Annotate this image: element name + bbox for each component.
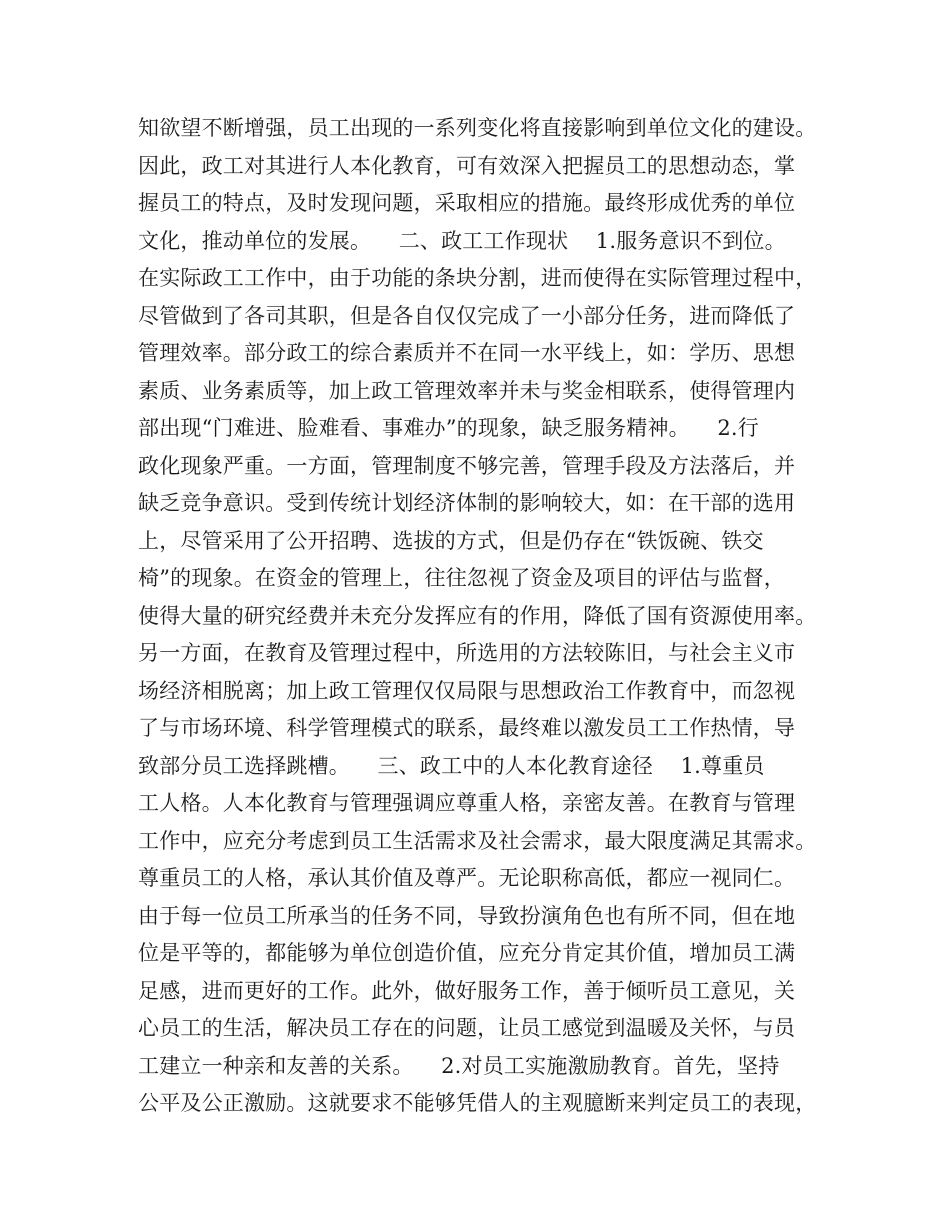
text-line: 尊重员工的人格，承认其价值及尊严。无论职称高低，都应一视同仁。: [138, 866, 796, 890]
text-line: 工人格。人本化教育与管理强调应尊重人格，亲密友善。在教育与管理: [138, 791, 796, 815]
text-line: 尽管做到了各司其职，但是各自仅仅完成了一小部分任务，进而降低了: [138, 303, 796, 328]
text-line: 部出现“门难进、脸难看、事难办”的现象，缺乏服务精神。 2.行: [138, 416, 760, 440]
body-text: [138, 110, 828, 1123]
text-line: 工作中，应充分考虑到员工生活需求及社会需求，最大限度满足其需求。: [138, 828, 817, 853]
text-line: 文化，推动单位的发展。 二、政工工作现状 1.服务意识不到位。: [138, 228, 786, 253]
text-line: 由于每一位员工所承当的任务不同，导致扮演角色也有所不同，但在地: [138, 903, 796, 928]
text-line: 心员工的生活，解决员工存在的问题，让员工感觉到温暖及关怀，与员: [138, 1016, 796, 1040]
text-line: 足感，进而更好的工作。此外，做好服务工作，善于倾听员工意见，关: [138, 978, 796, 1003]
text-line: 公平及公正激励。这就要求不能够凭借人的主观臆断来判定员工的表现，: [138, 1091, 817, 1115]
text-line: 场经济相脱离；加上政工管理仅仅局限与思想政治工作教育中，而忽视: [138, 678, 796, 703]
text-line: 在实际政工工作中，由于功能的条块分割，进而使得在实际管理过程中，: [138, 266, 817, 290]
text-line: 位是平等的，都能够为单位创造价值，应充分肯定其价值，增加员工满: [138, 941, 796, 965]
text-line: 致部分员工选择跳槽。 三、政工中的人本化教育途径 1.尊重员: [138, 753, 765, 778]
text-line: 缺乏竞争意识。受到传统计划经济体制的影响较大，如：在干部的选用: [138, 491, 796, 515]
text-line: 握员工的特点，及时发现问题，采取相应的措施。最终形成优秀的单位: [138, 191, 796, 215]
text-line: 上，尽管采用了公开招聘、选拔的方式，但是仍存在“铁饭碗、铁交: [138, 528, 764, 553]
text-line: 素质、业务素质等，加上政工管理效率并未与奖金相联系，使得管理内: [138, 378, 796, 403]
text-line: 椅”的现象。在资金的管理上，往往忽视了资金及项目的评估与监督，: [138, 566, 785, 590]
text-line: 另一方面，在教育及管理过程中，所选用的方法较陈旧，与社会主义市: [138, 641, 796, 665]
text-line: 管理效率。部分政工的综合素质并不在同一水平线上，如：学历、思想: [138, 341, 796, 365]
text-line: 知欲望不断增强，员工出现的一系列变化将直接影响到单位文化的建设。: [138, 116, 817, 140]
text-line: 了与市场环境、科学管理模式的联系，最终难以激发员工工作热情，导: [138, 716, 796, 740]
text-line: 政化现象严重。一方面，管理制度不够完善，管理手段及方法落后，并: [138, 453, 796, 478]
text-line: 工建立一种亲和友善的关系。 2.对员工实施激励教育。首先，坚持: [138, 1053, 780, 1078]
text-line: 使得大量的研究经费并未充分发挥应有的作用，降低了国有资源使用率。: [138, 603, 817, 628]
text-line: 因此，政工对其进行人本化教育，可有效深入把握员工的思想动态，掌: [138, 153, 796, 178]
